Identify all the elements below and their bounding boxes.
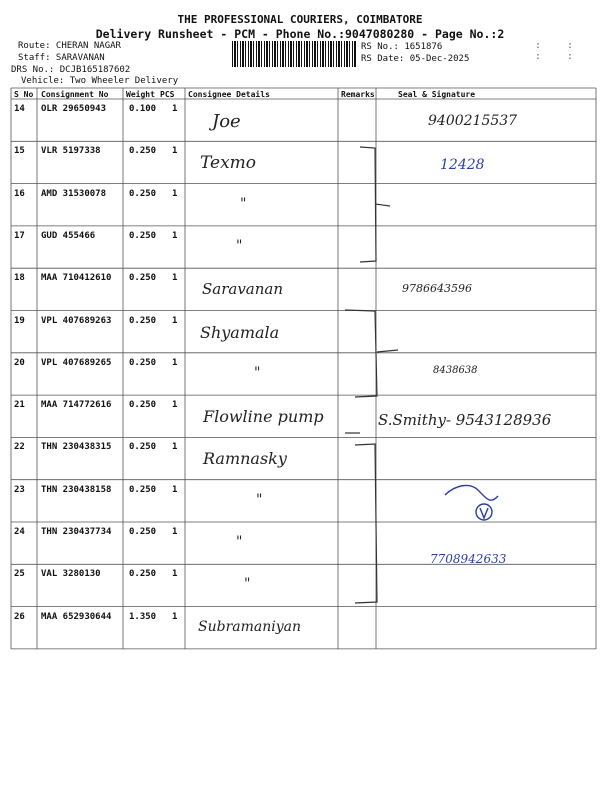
row-weight: 0.250 <box>129 357 157 368</box>
row-sno: 19 <box>14 315 25 326</box>
row-pcs: 1 <box>172 104 178 114</box>
row-weight: 0.250 <box>129 146 157 157</box>
runsheet-title: Delivery Runsheet - PCM - Phone No.:9047080280 - Page No.:2 <box>95 27 505 41</box>
consignee-handwriting: Saravanan <box>202 280 284 299</box>
col-header-pcs: PCS <box>160 90 175 99</box>
row-consignment-no: MAA 652930644 <box>41 611 112 622</box>
row-sno: 22 <box>14 442 25 453</box>
staff-label: Staff: SARAVANAN <box>18 53 105 63</box>
row-consignment-no: OLR 29650943 <box>41 104 107 114</box>
consignee-handwriting: Joe <box>212 111 241 132</box>
rs-number: RS No.: 1651876 <box>361 42 443 52</box>
row-weight: 0.250 <box>129 315 157 326</box>
consignee-handwriting: Subramaniyan <box>198 618 301 635</box>
signature-handwriting: 9400215537 <box>428 113 518 129</box>
row-weight: 0.250 <box>129 569 157 580</box>
row-sno: 26 <box>14 611 25 622</box>
consignee-handwriting: " <box>236 237 243 254</box>
rs-date: RS Date: 05-Dec-2025 <box>361 54 470 64</box>
row-pcs: 1 <box>172 357 178 368</box>
row-sno: 25 <box>14 569 25 580</box>
drs-number: DRS No.: DCJB165187602 <box>11 65 131 75</box>
row-consignment-no: MAA 710412610 <box>41 273 112 284</box>
consignee-handwriting: " <box>256 491 263 508</box>
signature-handwriting: 9786643596 <box>402 282 472 296</box>
row-consignment-no: AMD 31530078 <box>41 188 107 199</box>
row-consignment-no: VLR 5197338 <box>41 146 101 157</box>
row-sno: 24 <box>14 527 25 537</box>
row-sno: 14 <box>14 104 25 114</box>
row-consignment-no: VAL 3280130 <box>41 569 101 580</box>
row-consignment-no: THN 230438158 <box>41 484 112 495</box>
col-header-sno: S No <box>14 90 34 99</box>
vehicle-label: Vehicle: Two Wheeler Delivery <box>21 76 179 86</box>
row-sno: 16 <box>14 188 25 199</box>
row-pcs: 1 <box>172 611 178 622</box>
col-header-consignee: Consignee Details <box>188 90 270 99</box>
row-consignment-no: GUD 455466 <box>41 230 96 241</box>
signature-handwriting: 7708942633 <box>430 552 507 566</box>
row-weight: 0.250 <box>129 400 157 411</box>
row-pcs: 1 <box>172 484 178 495</box>
row-sno: 15 <box>14 146 25 157</box>
row-pcs: 1 <box>172 527 178 537</box>
row-sno: 17 <box>14 230 25 241</box>
row-weight: 0.250 <box>129 188 157 199</box>
col-header-weight: Weight <box>126 90 155 99</box>
signature-handwriting: S.Smithy- 9543128936 <box>378 411 552 430</box>
consignee-handwriting: Ramnasky <box>203 449 287 469</box>
row-pcs: 1 <box>172 188 178 199</box>
scan-marks: : : : : <box>535 40 584 62</box>
row-sno: 20 <box>14 357 25 368</box>
consignee-handwriting: " <box>240 195 247 212</box>
row-weight: 0.250 <box>129 230 157 241</box>
company-name: THE PROFESSIONAL COURIERS, COIMBATORE <box>177 13 423 26</box>
row-pcs: 1 <box>172 315 178 326</box>
row-sno: 21 <box>14 400 25 411</box>
row-pcs: 1 <box>172 442 178 453</box>
row-consignment-no: VPL 407689263 <box>41 315 112 326</box>
row-consignment-no: VPL 407689265 <box>41 357 112 368</box>
col-header-seal-signature: Seal & Signature <box>398 90 476 99</box>
consignee-handwriting: Texmo <box>200 153 257 174</box>
row-pcs: 1 <box>172 230 178 241</box>
row-pcs: 1 <box>172 273 178 284</box>
row-pcs: 1 <box>172 400 178 411</box>
row-weight: 0.250 <box>129 273 157 284</box>
consignee-handwriting: " <box>244 576 251 593</box>
col-header-consignment: Consignment No <box>41 90 109 99</box>
row-consignment-no: THN 230438315 <box>41 442 112 453</box>
consignee-handwriting: Flowline pump <box>203 407 324 427</box>
col-header-remarks: Remarks <box>341 90 375 99</box>
row-weight: 0.250 <box>129 527 157 537</box>
route-label: Route: CHERAN NAGAR <box>18 41 121 51</box>
consignee-handwriting: " <box>236 534 243 550</box>
signature-handwriting: 8438638 <box>433 364 478 376</box>
row-consignment-no: MAA 714772616 <box>41 400 112 411</box>
row-sno: 23 <box>14 484 25 495</box>
row-weight: 0.250 <box>129 442 157 453</box>
row-consignment-no: THN 230437734 <box>41 527 112 537</box>
signature-handwriting: 12428 <box>440 157 485 174</box>
consignee-handwriting: Shyamala <box>200 322 280 342</box>
row-pcs: 1 <box>172 146 178 157</box>
row-sno: 18 <box>14 273 25 284</box>
row-weight: 1.350 <box>129 611 157 622</box>
row-weight: 0.250 <box>129 484 157 495</box>
consignee-handwriting: " <box>254 364 261 381</box>
row-weight: 0.100 <box>129 104 157 114</box>
row-pcs: 1 <box>172 569 178 580</box>
